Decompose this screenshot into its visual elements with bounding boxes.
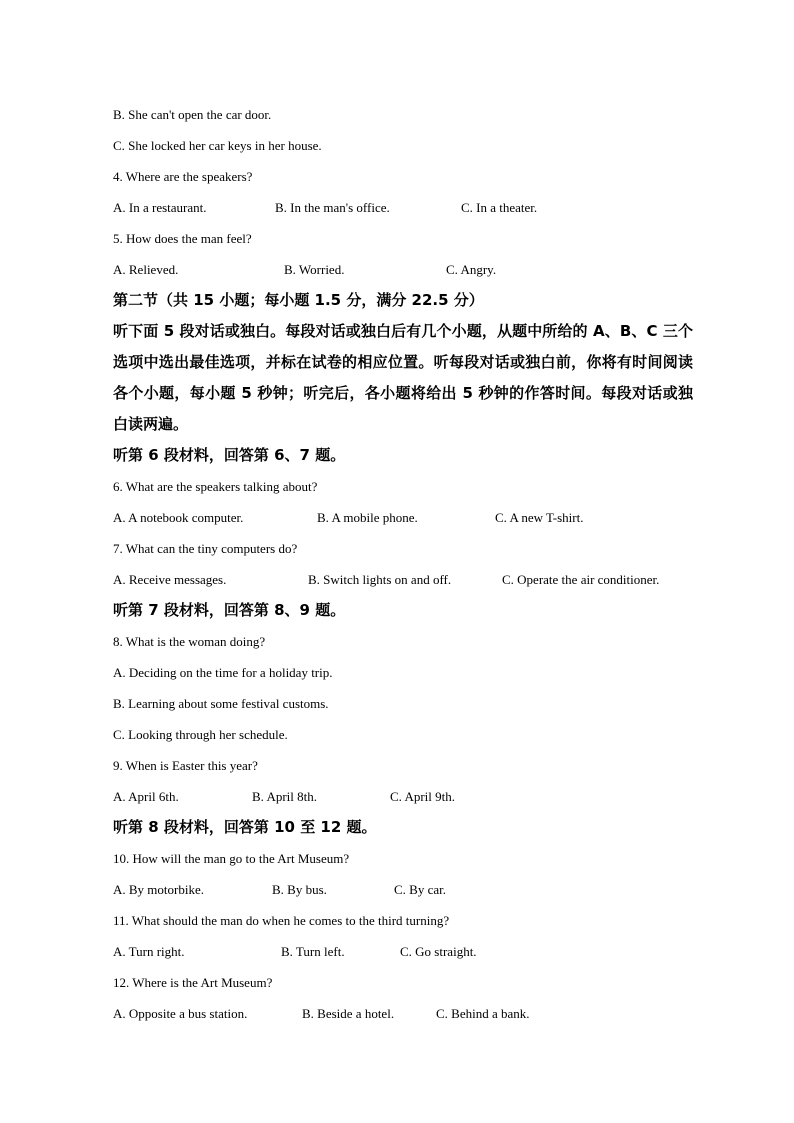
q11-option-b: B. Turn left. xyxy=(281,944,345,959)
q5-option-c: C. Angry. xyxy=(446,262,497,277)
q11-option-c: C. Go straight. xyxy=(400,944,477,959)
q9-question: 9. When is Easter this year? xyxy=(113,758,258,773)
q4-question: 4. Where are the speakers? xyxy=(113,169,253,184)
exam-page xyxy=(113,99,693,1029)
q5-options xyxy=(113,254,693,285)
section2-instructions: 听下面 5 段对话或独白。每段对话或独白后有几个小题，从题中所给的 A、B、C 三个选项中选出最佳选项，并标在试卷的相应位置。听每段对话或独白前，你将有时间阅读各个小题，每小题 5 秒钟；听完后，各小题将给出 5 秒钟的作答时间。每段对话或独白读两遍。 xyxy=(113,322,693,433)
q10-option-b: B. By bus. xyxy=(272,882,327,897)
q4-options xyxy=(113,192,693,223)
q12-question: 12. Where is the Art Museum? xyxy=(113,975,273,990)
passage7-heading: 听第 7 段材料，回答第 8、9 题。 xyxy=(113,601,346,619)
q12-option-a: A. Opposite a bus station. xyxy=(113,1006,248,1021)
q11-option-a: A. Turn right. xyxy=(113,944,185,959)
q10-option-a: A. By motorbike. xyxy=(113,882,204,897)
q7-option-c: C. Operate the air conditioner. xyxy=(502,572,660,587)
q8-question: 8. What is the woman doing? xyxy=(113,634,266,649)
q7-question: 7. What can the tiny computers do? xyxy=(113,541,298,556)
q7-option-b: B. Switch lights on and off. xyxy=(308,572,452,587)
q11-options xyxy=(113,936,693,967)
q10-options xyxy=(113,874,693,905)
q5-question: 5. How does the man feel? xyxy=(113,231,252,246)
q6-option-a: A. A notebook computer. xyxy=(113,510,244,525)
q12-options xyxy=(113,998,693,1029)
q12-option-b: B. Beside a hotel. xyxy=(302,1006,395,1021)
q5-option-b: B. Worried. xyxy=(284,262,345,277)
q6-option-c: C. A new T-shirt. xyxy=(495,510,584,525)
q9-option-c: C. April 9th. xyxy=(390,789,456,804)
q12-option-c: C. Behind a bank. xyxy=(436,1006,530,1021)
q3-option-c: C. She locked her car keys in her house. xyxy=(113,138,322,153)
q7-option-a: A. Receive messages. xyxy=(113,572,227,587)
q6-question: 6. What are the speakers talking about? xyxy=(113,479,318,494)
q4-option-c: C. In a theater. xyxy=(461,200,538,215)
q6-option-b: B. A mobile phone. xyxy=(317,510,418,525)
q10-option-c: C. By car. xyxy=(394,882,446,897)
q11-question: 11. What should the man do when he comes to the third turning? xyxy=(113,913,450,928)
q8-option-c: C. Looking through her schedule. xyxy=(113,727,288,742)
passage6-heading: 听第 6 段材料，回答第 6、7 题。 xyxy=(113,446,346,464)
q9-options xyxy=(113,781,693,812)
q10-question: 10. How will the man go to the Art Museum? xyxy=(113,851,350,866)
q7-options xyxy=(113,564,693,595)
q6-options xyxy=(113,502,693,533)
section2-title: 第二节（共 15 小题；每小题 1.5 分，满分 22.5 分） xyxy=(113,291,484,309)
q4-option-a: A. In a restaurant. xyxy=(113,200,207,215)
q8-option-b: B. Learning about some festival customs. xyxy=(113,696,329,711)
q4-option-b: B. In the man's office. xyxy=(275,200,390,215)
q3-option-b: B. She can't open the car door. xyxy=(113,107,272,122)
q8-option-a: A. Deciding on the time for a holiday trip. xyxy=(113,665,333,680)
q5-option-a: A. Relieved. xyxy=(113,262,179,277)
q9-option-b: B. April 8th. xyxy=(252,789,318,804)
q9-option-a: A. April 6th. xyxy=(113,789,179,804)
passage8-heading: 听第 8 段材料，回答第 10 至 12 题。 xyxy=(113,818,377,836)
